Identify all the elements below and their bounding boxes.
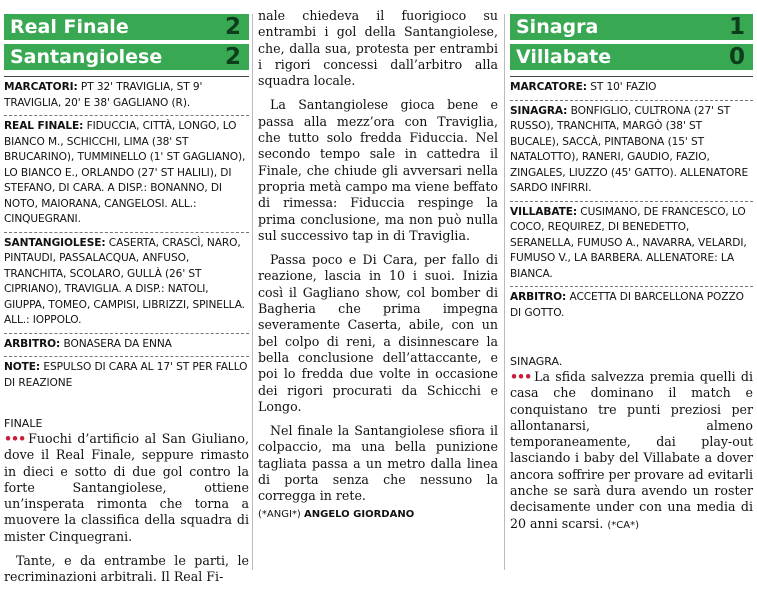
article-text: [510, 369, 753, 534]
home-team-score: 1: [728, 14, 745, 40]
byline: (*CA*): [607, 519, 639, 531]
article-location-tag: FINALE: [4, 417, 43, 430]
arbitro: ARBITRO: ACCETTA DI BARCELLONA POZZO DI GOTTO.: [510, 291, 744, 319]
column-divider-2: [504, 14, 505, 570]
away-team-name: Santangiolese: [10, 46, 163, 68]
home-lineup: REAL FINALE: FIDUCCIA, CITTÀ, LONGO, LO BIANCO M., SCHICCHI, LIMA (38' ST BRUCARINO), TUMMINELLO (1' ST GAGLIANO), LO BIANCO E., ORLANDO (27' ST HALILI), DI STEFANO, DI CARA. A DISP.: BONANNO, DI NOTO, MAIORANA, CANGELOSI. ALL.: CINQUEGRANI.: [4, 116, 249, 233]
arbitro: ARBITRO: BONASERA DA ENNA: [4, 334, 249, 358]
article-paragraph: ••• La sfida salvezza premia quelli di casa che dominano il match e conquistano tre punti preziosi per allontanarsi, almeno temporaneamente, dai play-out lasciando i baby del Villabate a dover ancora soffrire per provare ad evitarli anche se sarà dura avendo un roster decisamente under con una media di 20 anni scarsi. (*CA*): [510, 369, 753, 531]
match-info: [510, 76, 753, 325]
article-text: [258, 8, 498, 523]
article-paragraph: ••• Fuochi d’artificio al San Giuliano, dove il Real Finale, seppure rimasto in dieci e sotto di due gol contro la forte Santangiolese, ottiene un’insperata rimonta che torna a muovere la classifica della squadra di mister Cinquegrani.: [4, 431, 249, 544]
article-paragraph: Passa poco e Di Cara, per fallo di reazione, lascia in 10 i suoi. Inizia così il Gagliano show, col bomber di Bagheria che prima impegna severamente Caserta, abile, con un bel colpo di reni, a disinnescare la bella conclusione dell’attaccante, e poi lo fredda due volte in occasione dei rigori procurati da Schicchi e Longo.: [258, 252, 498, 414]
away-team-score: 2: [224, 44, 241, 70]
bullet-marker: •••: [4, 431, 26, 446]
home-lineup: SINAGRA: BONFIGLIO, CULTRONA (27' ST RUSSO), TRANCHITA, MARGÒ (38' ST BUCALE), SACCÀ, PINTABONA (15' ST NATALOTTO), RANERI, GAUDIO, FAZIO, ZINGALES, LIUZZO (45' GATTO). ALLENATORE SARDO INFIRRI.: [510, 101, 753, 202]
article-location-tag: SINAGRA.: [510, 355, 563, 368]
note: NOTE: ESPULSO DI CARA AL 17' ST PER FALLO DI REAZIONE: [4, 361, 248, 389]
away-lineup: VILLABATE: CUSIMANO, DE FRANCESCO, LO COCO, REQUIREZ, DI BENEDETTO, SERANELLA, FUMUSO A., NAVARRA, VELARDI, FUMUSO V., LA BARBERA. ALLENATORE: LA BIANCA.: [510, 202, 753, 288]
home-team-name: Sinagra: [516, 16, 599, 38]
article-paragraph: Nel finale la Santangiolese sfiora il colpaccio, ma una bella punizione tagliata passa a un metro dalla linea di porta senza che nessuno la corregga in rete.: [258, 423, 498, 504]
marcatori: MARCATORI: PT 32' TRAVIGLIA, ST 9' TRAVIGLIA, 20' E 38' GAGLIANO (R).: [4, 76, 249, 116]
marcatore: MARCATORE: ST 10' FAZIO: [510, 76, 753, 101]
away-team-bar: [4, 44, 249, 70]
home-team-name: Real Finale: [10, 16, 129, 38]
match-column-finale: [4, 14, 249, 586]
byline: (*ANGI*) ANGELO GIORDANO: [258, 508, 415, 520]
article-paragraph: La Santangiolese gioca bene e passa alla mezz’ora con Traviglia, che tutto solo fredda Fiduccia. Nel secondo tempo sale in cattedra il Finale, che chiude gli avversari nella propria metà campo ma viene beffato di rimessa: Fiduccia respinge la prima conclusione, ma non può nulla sul successivo tap in di Traviglia.: [258, 97, 498, 243]
match-info: [4, 76, 249, 395]
article-continuation-column: [258, 8, 498, 523]
bullet-marker: •••: [510, 369, 532, 384]
away-team-score: 0: [728, 44, 745, 70]
column-divider-1: [252, 14, 253, 570]
home-team-bar: [4, 14, 249, 40]
home-team-score: 2: [224, 14, 241, 40]
home-team-bar: [510, 14, 753, 40]
away-team-name: Villabate: [516, 46, 612, 68]
article-text: [4, 431, 249, 586]
match-column-sinagra: [510, 14, 753, 534]
away-lineup: SANTANGIOLESE: CASERTA, CRASCÌ, NARO, PINTAUDI, PASSALACQUA, ANFUSO, TRANCHITA, SCOLARO, GULLÀ (26' ST CIPRIANO), TRAVIGLIA. A DISP.: NATOLI, GIUPPA, TOMEO, CAMPISI, LIBRIZZI, SPINELLA. ALL.: IOPPOLO.: [4, 233, 249, 334]
article-paragraph: nale chiedeva il fuorigioco su entrambi i gol della Santangiolese, che, dalla sua, protesta per entrambi i rigori concessi dall’arbitro alla squadra locale.: [258, 8, 498, 89]
article-paragraph: Tante, e da entrambe le parti, le recriminazioni arbitrali. Il Real Fi-: [4, 553, 249, 585]
away-team-bar: [510, 44, 753, 70]
